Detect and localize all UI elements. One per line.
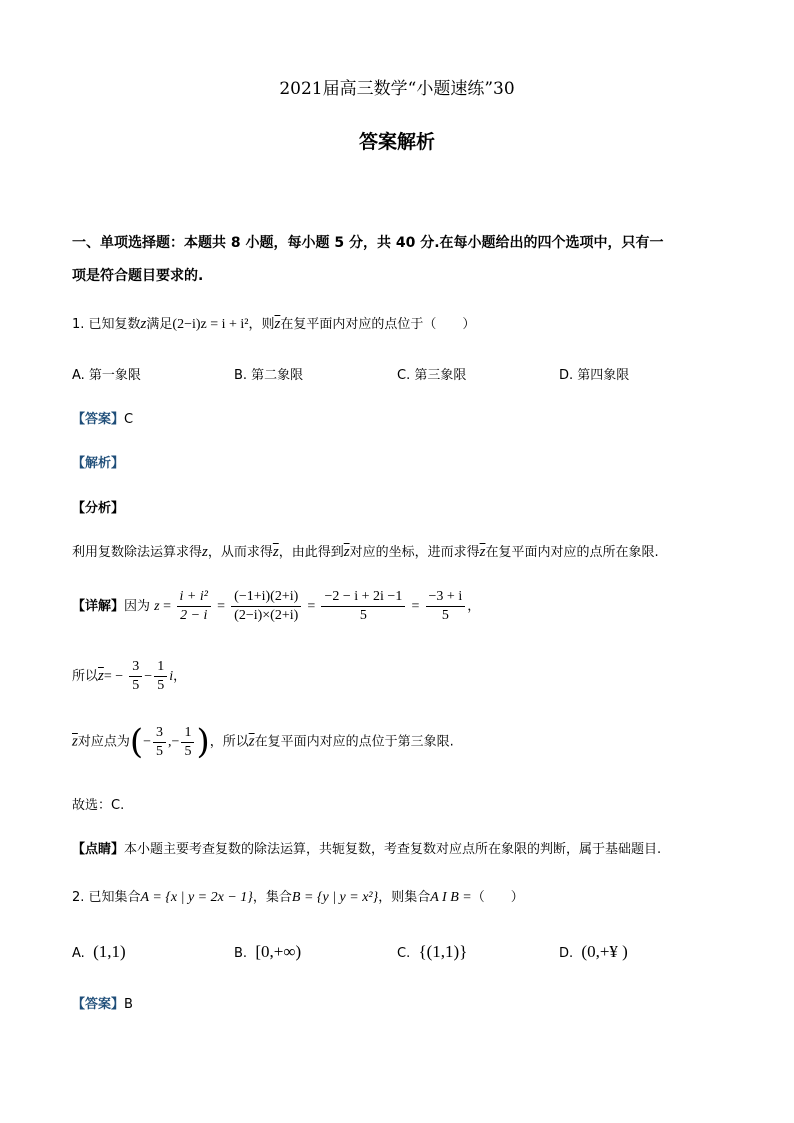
q2-option-c: C. {(1,1)} [397, 942, 468, 961]
q1-condition: (2−i)z = i + i² [172, 317, 249, 332]
q1-dianjing: 【点睛】本小题主要考查复数的除法运算，共轭复数，考查复数对应点所在象限的判断，属于基础题目. [72, 842, 662, 857]
page-title: 2021届高三数学“小题速练”30 [279, 79, 515, 99]
q2-set-a: A = {x | y = 2x − 1} [140, 890, 253, 905]
q2-answer: 【答案】B [72, 997, 133, 1012]
q1-option-a: A. 第一象限 [72, 368, 141, 383]
q1-fenxi-tag: 【分析】 [72, 501, 125, 516]
q1-option-b: B. 第二象限 [234, 368, 304, 383]
section-heading-line1: 一、单项选择题：本题共 8 小题，每小题 5 分，共 40 分.在每小题给出的四个选项中，只有一 [72, 235, 664, 251]
q1-option-c: C. 第三象限 [397, 368, 467, 383]
q2-option-a: A. (1,1) [72, 942, 126, 961]
q1-conjugate: 所以$\overline{z}=$ − $\frac{3}{5}$ − $\frac{1}{5}$ i， [72, 659, 187, 693]
q1-option-d: D. 第四象限 [559, 368, 630, 383]
q1-answer: 【答案】C [72, 412, 134, 427]
q2-set-b: B = {y | y = x²} [291, 890, 379, 905]
q1-stem: 1. 已知复数z满足(2−i)z = i + i²，则$\overline{z}$在复平面内对应的点位于（ ） [72, 316, 476, 332]
section-heading-line2: 项是符合题目要求的. [72, 268, 204, 284]
q2-option-b: B. [0,+∞) [234, 942, 302, 961]
q1-point: $\overline{z}$对应点为(− $\frac{3}{5}$ ,− $\frac{1}{5}$ )，所以$\overline{z}$在复平面内对应的点位于第三象限. [72, 722, 454, 762]
var-zbar: $\overline{z}$ [274, 316, 281, 332]
q1-fenxi-text: 利用复数除法运算求得z，从而求得$\overline{z}$，由此得到$\overline{z}$对应的坐标，进而求得$\overline{z}$在复平面内对应的点所在象限. [72, 544, 659, 560]
page-subtitle: 答案解析 [358, 131, 435, 153]
q1-detail: 【详解】因为 z = $\frac{\text{i + i²}}{2 - i}$ = $\frac{(-1+i)(2+i)}{(2-i)\times(2+i)}$ = $\frac{-2 - i + 2i -1}{5}$ = $\frac{-3 + i}{5}$ ， [72, 589, 481, 623]
q2-result: A I B = [430, 890, 472, 905]
q2-option-d: D. (0,+¥ ) [559, 942, 628, 961]
q2-stem: 2. 已知集合A = {x | y = 2x − 1}，集合B = {y | y = x²}，则集合A I B =（ ） [72, 890, 524, 905]
var-z: z [140, 316, 147, 332]
q1-analysis-tag: 【解析】 [72, 456, 125, 471]
q1-choose: 故选：C. [72, 798, 125, 813]
